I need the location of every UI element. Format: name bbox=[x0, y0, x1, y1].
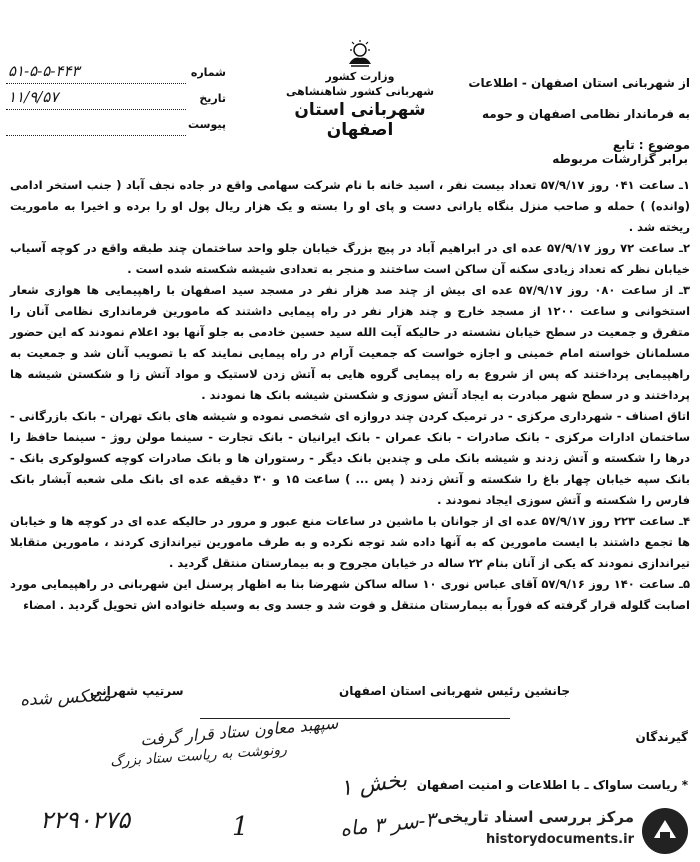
handwritten-note: رونوشت به ریاست ستاد بزرگ bbox=[109, 741, 288, 771]
office-name: شهربانی کشور شاهنشاهی bbox=[285, 85, 435, 98]
handwritten-note: بخش ۱ bbox=[338, 767, 409, 802]
number-value: ۵۱-۵-۵-۴۴۳ bbox=[8, 62, 80, 80]
recipients-label: گیرندگان bbox=[635, 730, 688, 744]
paragraph-3: ۳ـ از ساعت ۰۸۰ روز ۵۷/۹/۱۷ عده ای بیش از چند صد هزار نفر در مسجد سید اصفهان با راهپیمایی ها هوازی شعار استخوانی و ساعت ۱۲۰۰ از مسجد خارج و چند هزار نفر در راه پیمایی داشتند که مامورین فرمانداری نظامی آنان را متفرق و جمعیت در سطح خیابان نشسته در حالیکه آیت الله سید حسین خادمی به جلو آنها بود اعلام نمودند که این حضور مسلمانان خواسته امام خمینی و اجازه خواست که جمعیت آرام در راه پیمایی نمایند که با تصویب آنان شد و جمعیت به راهپیمایی پرداختند که پس از شروع به راه پیمایی گروه هایی به آتش زدن لاستیک و مواد آتش زا و شکستن شیشه ها پرداختند و در سطح شهر مبادرت به ایجاد آتش سوزی و شکستن شیشه بانک ها نمودند . bbox=[10, 283, 691, 402]
salutation: برابر گزارشات مربوطه bbox=[552, 152, 688, 166]
signer-name: سرتیپ شهرانی bbox=[90, 684, 184, 698]
date-row bbox=[6, 88, 226, 114]
number-row bbox=[6, 62, 226, 88]
to-line: به فرماندار نظامی اصفهان و حومه bbox=[481, 107, 690, 121]
paragraph-1: ۱ـ ساعت ۰۴۱ روز ۵۷/۹/۱۷ تعداد بیست نفر ، اسید خانه با نام شرکت سهامی واقع در جاده نجف آباد ( جنب استخر ادامی (وانده) ) حمله و صاحب منزل بنگاه یارانی دست و پای او را بسته و یک هزار ریال پول او را برده و اخیرا به ماموریت ریخته شد . bbox=[10, 178, 690, 234]
attachment-label: پیوست bbox=[188, 118, 226, 131]
paragraph-3-continued: اتاق اصناف - شهرداری مرکزی - در ترمیک کردن چند دروازه ای شخصی نموده و شیشه های بانک تهران - بانک بازرگانی - ساختمان ادارات مرکزی - بانک صادرات - بانک عمران - بانک ایرانیان - بانک تجارت - سینما مولن روژ - سینما حافظ را درها را شکسته و آتش زدند و شیشه بانک ملی و چندین بانک دیگر - رستوران ها و بانک صادرات کوچه کسولوکری بانک - بانک سپه خیابان چهار باغ را شکسته و آتش زدند ( پس ... ) ساعت ۱۵ و ۳۰ دقیقه عده ای بانک ملی شعبه آبشار بانک فارس را شکسته و آتش سوزی ایجاد نمودند . bbox=[10, 409, 691, 507]
archive-watermark bbox=[420, 804, 690, 856]
from-line: از شهربانی استان اصفهان - اطلاعات bbox=[468, 76, 690, 90]
paragraph-2: ۲ـ ساعت ۷۲ روز ۵۷/۹/۱۷ عده ای در ابراهیم آباد در پیچ بزرگ خیابان جلو واحد ساختمان چند طبقه واقع در کوچه آسیاب خیابان نظر که تعداد زیادی سکنه آن ساکن است ساختند و منجر به تعدادی شیشه شکسته شده است . bbox=[10, 241, 690, 276]
date-label: تاریخ bbox=[199, 92, 226, 105]
recipient-item: * ریاست ساواک ـ با اطلاعات و امنیت اصفهان bbox=[416, 778, 688, 792]
paragraph-4: ۴ـ ساعت ۲۲۳ روز ۵۷/۹/۱۷ عده ای از جوانان با ماشین در ساعات منع عبور و مرور در حالیکه عده ای در کوچه ها و خیابان ها تجمع داشتند با ایست مامورین که به آنها داده شد توجه نکرده و به طرف مامورین تیراندازی کردند ، مامورین متقابلا تیراندازی نمودند که یکی از آنان بنام ۲۲ ساله در خیابان مجروح و به بیمارستان منتقل گردید . bbox=[10, 514, 690, 570]
number-line bbox=[6, 83, 186, 84]
archive-url[interactable]: historydocuments.ir bbox=[485, 832, 634, 847]
signer-title: جانشین رئیس شهربانی استان اصفهان bbox=[339, 684, 570, 698]
lion-and-sun-emblem-icon bbox=[343, 40, 377, 68]
archive-logo-icon bbox=[640, 806, 690, 856]
letter-body bbox=[10, 175, 690, 616]
attachment-line bbox=[6, 135, 186, 136]
handwritten-note: سپهبد معاون ستاد قرار گرفت bbox=[139, 713, 339, 750]
signature-block bbox=[90, 684, 570, 698]
handwritten-note: منعکس شده bbox=[19, 685, 112, 711]
archive-name: مرکز بررسی اسناد تاریخی bbox=[437, 808, 634, 826]
office-title: شهربانی استان اصفهان bbox=[294, 100, 426, 140]
letterhead bbox=[260, 40, 460, 140]
attachment-row bbox=[6, 114, 226, 140]
letter-header-recipients bbox=[468, 68, 690, 161]
date-line bbox=[6, 109, 186, 110]
number-label: شماره bbox=[190, 66, 226, 79]
signature-rule bbox=[200, 718, 510, 719]
date-value: ۱۱/۹/۵۷ bbox=[8, 88, 59, 106]
handwritten-note: ۳-سر ۳ ماه bbox=[339, 807, 438, 841]
paragraph-5: ۵ـ ساعت ۱۴۰ روز ۵۷/۹/۱۶ آقای عباس نوری ۱۰ ساله ساکن شهرضا بنا به اظهار پرسنل این شهربانی در راهپیمایی مورد اصابت گلوله قرار گرفته که فوراً به بیمارستان منتقل و فوت شد و جسد وی به وسیله خانواده اش تحویل گردید . امضاء bbox=[10, 577, 690, 612]
subject-line: موضوع : تابع bbox=[612, 138, 690, 152]
ministry-name: وزارت کشور bbox=[325, 70, 395, 83]
handwritten-mark: 1 bbox=[232, 812, 249, 842]
handwritten-reference-number: ۲۲۹۰۲۷۵ bbox=[40, 806, 131, 834]
document-reference bbox=[6, 62, 226, 140]
